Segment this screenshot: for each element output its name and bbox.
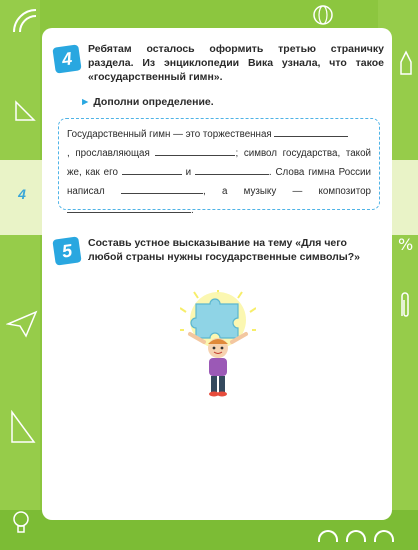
lightbulb-icon [12, 510, 30, 536]
footer-bump-1 [318, 530, 338, 542]
task-4-text: Ребятам осталось оформить третью страничку раздела. Из энциклопедии Вика узнала, что такое «государственный гимн». [88, 43, 384, 83]
pointer-arrow-icon: ► [80, 96, 91, 108]
triangle-ruler-icon [14, 100, 36, 122]
paper-plane-icon [6, 310, 38, 338]
puzzle-piece-icon [191, 299, 238, 338]
percent-icon [398, 236, 414, 254]
footer-bump-3 [374, 530, 394, 542]
task-5-text: Составь устное высказывание на тему «Для чего любой страны нужны государственные символы?» [88, 237, 361, 263]
wifi-doodle-icon [10, 6, 40, 36]
footer-bump-2 [346, 530, 366, 542]
definition-text-1: Государственный гимн — это торжественная [67, 129, 272, 140]
definition-text-4: и [185, 167, 192, 178]
paperclip-icon [398, 290, 412, 320]
workbook-card [42, 28, 392, 520]
triangle-ruler-icon [10, 410, 36, 444]
page-margin-left [0, 0, 40, 550]
svg-text:%: % [398, 236, 414, 254]
definition-text-5: . Слова гимна России написал [67, 167, 371, 197]
definition-text-6: , а музыку — композитор [202, 186, 371, 197]
blank-2[interactable] [155, 145, 235, 156]
page-number: 4 [18, 186, 26, 202]
footer-decoration [318, 530, 394, 542]
blank-1[interactable] [274, 126, 348, 137]
instruction-label: Дополни определение. [93, 96, 214, 108]
task-4-badge: 4 [52, 44, 81, 73]
task-4-instruction [80, 96, 214, 108]
definition-fill-box [58, 118, 380, 216]
rocket-icon [398, 50, 414, 78]
blank-3[interactable] [122, 164, 182, 175]
child-holding-puzzle-illustration [180, 290, 256, 400]
blank-5[interactable] [121, 183, 203, 194]
blank-6[interactable] [67, 202, 191, 213]
definition-text-7: . [191, 205, 194, 216]
definition-text-2: , прославляющая [67, 148, 150, 159]
definition-text-3: ; символ государства, такой же, как его [67, 148, 371, 178]
task-5-badge: 5 [52, 236, 81, 265]
blank-4[interactable] [195, 164, 269, 175]
globe-icon [312, 4, 334, 26]
